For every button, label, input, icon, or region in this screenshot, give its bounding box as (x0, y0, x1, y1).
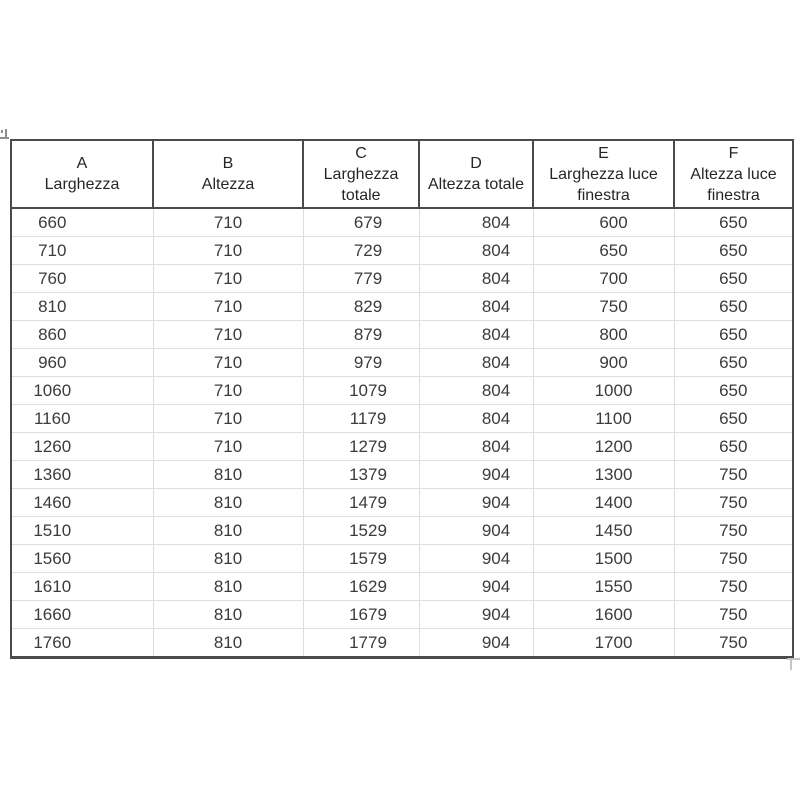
table-cell: 650 (674, 349, 793, 377)
column-header-line: Larghezza luce (549, 165, 658, 183)
table-cell: 700 (533, 265, 674, 293)
table-row (11, 208, 793, 237)
column-header-line: finestra (577, 186, 630, 204)
table-row (11, 237, 793, 265)
table-row (11, 293, 793, 321)
table-cell: 1279 (303, 433, 419, 461)
table-cell: 900 (533, 349, 674, 377)
table-cell: 1610 (11, 573, 153, 601)
table-cell: 650 (674, 321, 793, 349)
table-cell: 804 (419, 293, 533, 321)
table-cell: 1450 (533, 517, 674, 545)
table-cell: 810 (153, 601, 303, 629)
table-cell: 1510 (11, 517, 153, 545)
column-header-line: F (728, 144, 739, 162)
table-cell: 804 (419, 349, 533, 377)
table-cell: 804 (419, 405, 533, 433)
table-cell: 779 (303, 265, 419, 293)
table-cell: 1779 (303, 629, 419, 658)
column-header-line: Altezza totale (427, 176, 525, 193)
crop-corner-vertical-line (790, 658, 792, 670)
table-cell: 804 (419, 321, 533, 349)
table-cell: 600 (533, 208, 674, 237)
column-header-line: finestra (707, 186, 760, 204)
table-cell: 1160 (11, 405, 153, 433)
table-row (11, 489, 793, 517)
column-header-b (153, 140, 303, 208)
table-row (11, 321, 793, 349)
column-header-line: Altezza (201, 176, 255, 193)
table-cell: 679 (303, 208, 419, 237)
table-cell: 810 (11, 293, 153, 321)
column-header-line: E (598, 144, 609, 162)
table-cell: 979 (303, 349, 419, 377)
table-cell: 804 (419, 433, 533, 461)
table-cell: 810 (153, 629, 303, 658)
header-row (11, 140, 793, 208)
table-cell: 1760 (11, 629, 153, 658)
table-cell: 710 (153, 433, 303, 461)
column-header-line: B (222, 155, 234, 172)
table-cell: 810 (153, 517, 303, 545)
crop-corner-horizontal-line (0, 137, 9, 139)
table-cell: 904 (419, 601, 533, 629)
column-header-line: D (470, 155, 482, 172)
table-cell: 750 (533, 293, 674, 321)
table-cell: 750 (674, 461, 793, 489)
table-cell: 750 (674, 629, 793, 658)
table-cell: 904 (419, 629, 533, 658)
table-cell: 804 (419, 265, 533, 293)
table-cell: 1260 (11, 433, 153, 461)
table-cell: 810 (153, 461, 303, 489)
table-cell: 710 (153, 377, 303, 405)
table-row (11, 629, 793, 658)
table-cell: 804 (419, 377, 533, 405)
table-cell: 710 (153, 208, 303, 237)
table-cell: 800 (533, 321, 674, 349)
table-cell: 1360 (11, 461, 153, 489)
table-cell: 1100 (533, 405, 674, 433)
dimensions-table (10, 139, 794, 659)
crop-corner-horizontal-line (787, 658, 800, 660)
table-cell: 1060 (11, 377, 153, 405)
table-cell: 650 (674, 265, 793, 293)
table-cell: 810 (153, 545, 303, 573)
table-cell: 710 (153, 237, 303, 265)
table-cell: 904 (419, 461, 533, 489)
table-cell: 829 (303, 293, 419, 321)
table-cell: 1460 (11, 489, 153, 517)
table-cell: 1500 (533, 545, 674, 573)
table-cell: 660 (11, 208, 153, 237)
table-cell: 904 (419, 517, 533, 545)
table-row (11, 433, 793, 461)
table-cell: 650 (674, 293, 793, 321)
table-cell: 1079 (303, 377, 419, 405)
table-cell: 1679 (303, 601, 419, 629)
table-row (11, 461, 793, 489)
column-header-line: Larghezza (44, 176, 120, 193)
table-cell: 1660 (11, 601, 153, 629)
column-header-line: A (76, 155, 88, 172)
table-cell: 729 (303, 237, 419, 265)
table-cell: 1560 (11, 545, 153, 573)
table-cell: 810 (153, 489, 303, 517)
table-row (11, 573, 793, 601)
table-cell: 710 (153, 349, 303, 377)
table-cell: 710 (153, 293, 303, 321)
table-cell: 1200 (533, 433, 674, 461)
table-cell: 1400 (533, 489, 674, 517)
table-cell: 904 (419, 545, 533, 573)
table-cell: 650 (674, 377, 793, 405)
table-row (11, 405, 793, 433)
table-cell: 1379 (303, 461, 419, 489)
table-cell: 650 (674, 237, 793, 265)
table-cell: 750 (674, 601, 793, 629)
table-cell: 1000 (533, 377, 674, 405)
table-cell: 750 (674, 545, 793, 573)
table-cell: 750 (674, 573, 793, 601)
table-cell: 1700 (533, 629, 674, 658)
table-cell: 710 (153, 321, 303, 349)
table-row (11, 349, 793, 377)
table-cell: 904 (419, 489, 533, 517)
table-cell: 1550 (533, 573, 674, 601)
table-cell: 710 (153, 265, 303, 293)
table-cell: 760 (11, 265, 153, 293)
table-cell: 650 (533, 237, 674, 265)
table-body (11, 208, 793, 658)
table-cell: 650 (674, 433, 793, 461)
table-cell: 1179 (303, 405, 419, 433)
table-cell: 650 (674, 208, 793, 237)
table-cell: 960 (11, 349, 153, 377)
table-row (11, 517, 793, 545)
table-row (11, 601, 793, 629)
table-cell: 1629 (303, 573, 419, 601)
table-row (11, 545, 793, 573)
table-cell: 650 (674, 405, 793, 433)
column-header-a (11, 140, 153, 208)
table-cell: 1579 (303, 545, 419, 573)
column-header-c (303, 140, 419, 208)
column-header-d (419, 140, 533, 208)
table-cell: 750 (674, 517, 793, 545)
table-cell: 750 (674, 489, 793, 517)
table-cell: 1529 (303, 517, 419, 545)
table-cell: 1300 (533, 461, 674, 489)
table-cell: 1600 (533, 601, 674, 629)
column-header-line: totale (341, 186, 381, 204)
table-cell: 810 (153, 573, 303, 601)
table-cell: 879 (303, 321, 419, 349)
table-cell: 904 (419, 573, 533, 601)
column-header-line: Altezza luce (690, 165, 777, 183)
table-cell: 860 (11, 321, 153, 349)
column-header-e (533, 140, 674, 208)
table-cell: 710 (153, 405, 303, 433)
table-cell: 1479 (303, 489, 419, 517)
table-cell: 710 (11, 237, 153, 265)
column-header-line: C (355, 144, 367, 162)
crop-corner-dot (1, 130, 3, 133)
table-cell: 804 (419, 208, 533, 237)
table-cell: 804 (419, 237, 533, 265)
column-header-f (674, 140, 793, 208)
column-header-line: Larghezza (323, 165, 399, 183)
table-row (11, 377, 793, 405)
table-row (11, 265, 793, 293)
